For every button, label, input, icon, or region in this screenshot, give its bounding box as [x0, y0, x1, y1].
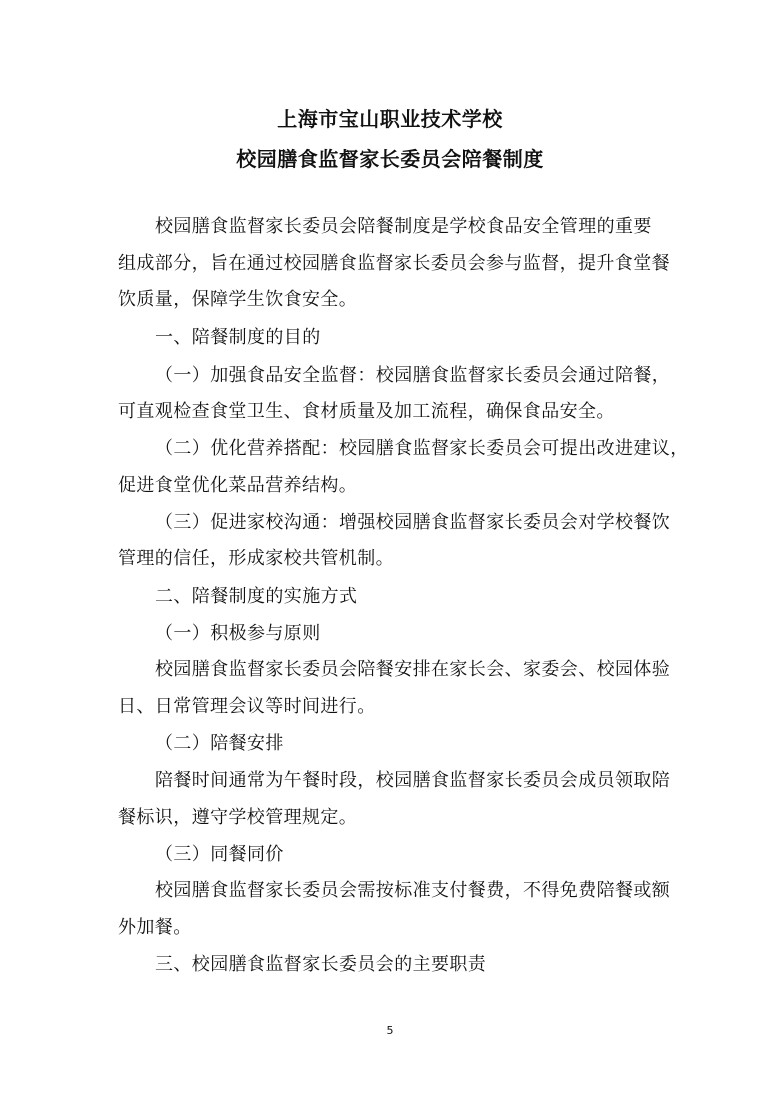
paragraph-line: （二）优化营养搭配：校园膳食监督家长委员会可提出改进建议，	[155, 438, 689, 459]
paragraph-line: 外加餐。	[118, 917, 192, 938]
paragraph-line: 饮质量，保障学生饮食安全。	[118, 289, 358, 310]
paragraph-line: 可直观检查食堂卫生、食材质量及加工流程，确保食品安全。	[118, 401, 615, 422]
paragraph-line: 陪餐时间通常为午餐时段，校园膳食监督家长委员会成员领取陪	[155, 770, 671, 791]
subsection-heading: （二）陪餐安排	[155, 733, 284, 754]
page-number: 5	[386, 1024, 394, 1037]
paragraph-line: 组成部分，旨在通过校园膳食监督家长委员会参与监督，提升食堂餐	[118, 253, 670, 274]
paragraph-line: 校园膳食监督家长委员会陪餐安排在家长会、家委会、校园体验	[155, 659, 671, 680]
paragraph-line: 促进食堂优化菜品营养结构。	[118, 475, 358, 496]
paragraph-line: 校园膳食监督家长委员会需按标准支付餐费，不得免费陪餐或额	[155, 880, 671, 901]
subsection-heading: （一）积极参与原则	[155, 623, 321, 644]
paragraph-line: 管理的信任，形成家校共管机制。	[118, 548, 394, 569]
paragraph-line: （一）加强食品安全监督：校园膳食监督家长委员会通过陪餐，	[155, 365, 671, 386]
subsection-heading: （三）同餐同价	[155, 844, 284, 865]
section-heading: 一、陪餐制度的目的	[155, 327, 321, 348]
paragraph-line: 校园膳食监督家长委员会陪餐制度是学校食品安全管理的重要	[155, 216, 652, 237]
document-title: 校园膳食监督家长委员会陪餐制度	[236, 147, 544, 171]
school-title: 上海市宝山职业技术学校	[277, 107, 503, 131]
section-heading: 二、陪餐制度的实施方式	[155, 586, 358, 607]
paragraph-line: 日、日常管理会议等时间进行。	[118, 696, 376, 717]
paragraph-line: （三）促进家校沟通：增强校园膳食监督家长委员会对学校餐饮	[155, 512, 671, 533]
paragraph-line: 餐标识，遵守学校管理规定。	[118, 807, 358, 828]
section-heading: 三、校园膳食监督家长委员会的主要职责	[155, 954, 487, 975]
